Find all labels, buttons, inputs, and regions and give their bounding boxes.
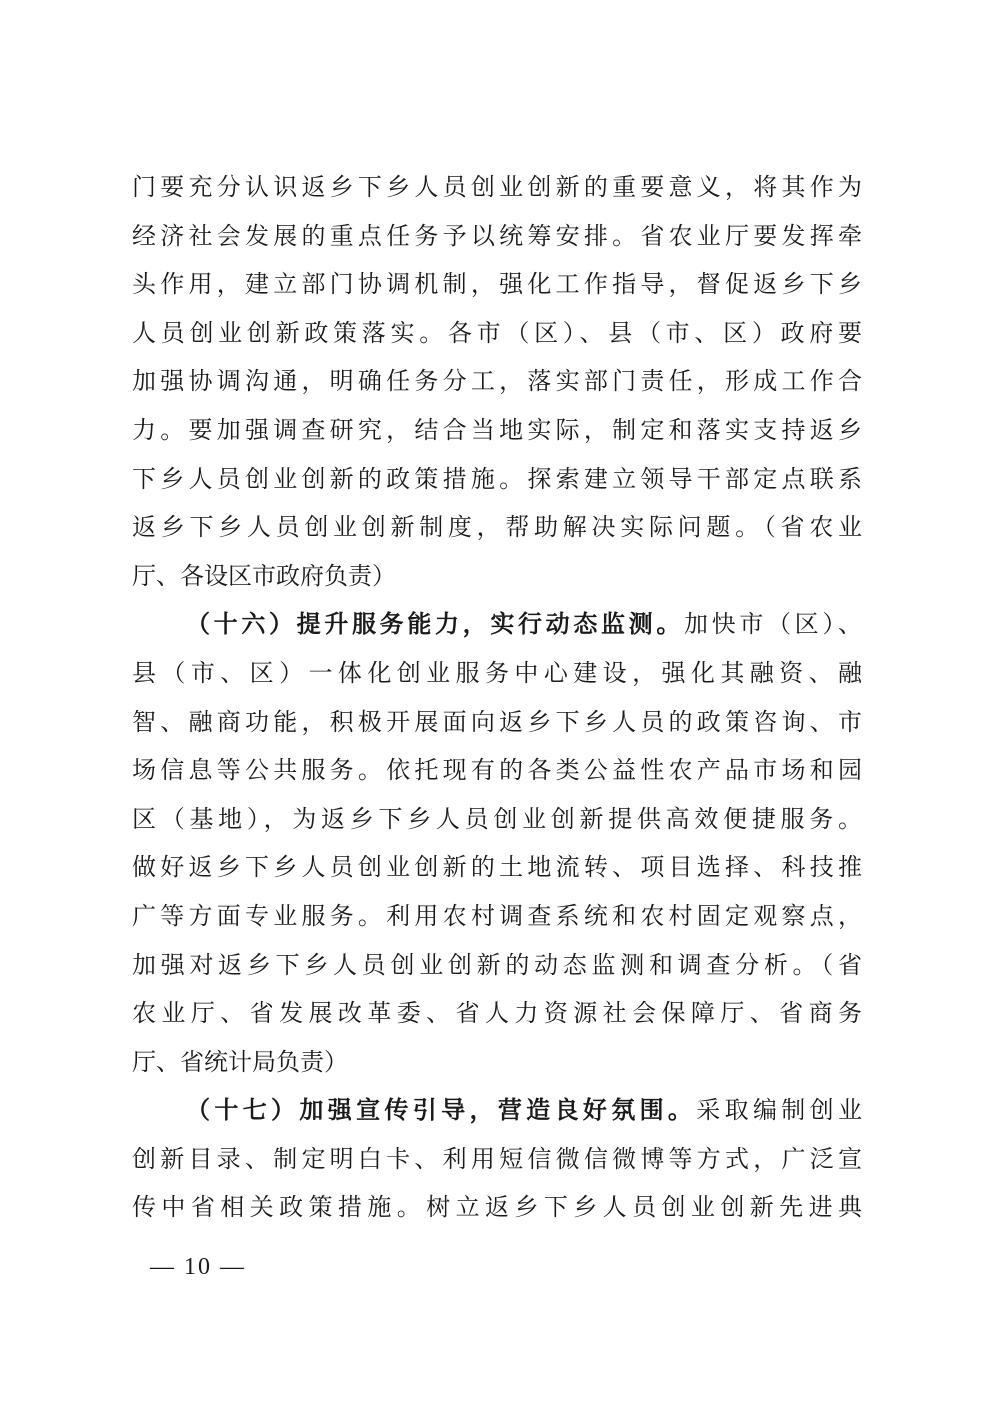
text-line: 县（市、区）一体化创业服务中心建设，强化其融资、融 [132, 658, 862, 687]
text-line: 传中省相关政策措施。树立返乡下乡人员创业创新先进典 [132, 1193, 862, 1222]
text-line: 智、融商功能，积极开展面向返乡下乡人员的政策咨询、市 [132, 707, 862, 736]
text-line: 下乡人员创业创新的政策措施。探索建立领导干部定点联系 [132, 464, 862, 493]
text-line: 力。要加强调查研究，结合当地实际，制定和落实支持返乡 [132, 415, 862, 444]
text-line [132, 1086, 862, 1135]
text-line: 区（基地），为返乡下乡人员创业创新提供高效便捷服务。 [132, 804, 862, 833]
text-line: 广等方面专业服务。利用农村调查系统和农村固定观察点， [132, 901, 862, 930]
text-line: 头作用，建立部门协调机制，强化工作指导，督促返乡下乡 [132, 270, 862, 299]
text-line [132, 600, 862, 649]
page-number: — 10 — [150, 1254, 246, 1280]
text-line: 创新目录、制定明白卡、利用短信微信微博等方式，广泛宣 [132, 1144, 862, 1173]
text-line: 门要充分认识返乡下乡人员创业创新的重要意义，将其作为 [132, 173, 862, 201]
section-heading: （十六）提升服务能力，实行动态监测。 [186, 609, 684, 639]
text-line: 加强协调沟通，明确任务分工，落实部门责任，形成工作合 [132, 367, 862, 396]
section-heading: （十七）加强宣传引导，营造良好氛围。 [186, 1095, 697, 1125]
body-text [132, 163, 862, 1232]
text-line: 厅、各设区市政府负责） [132, 561, 396, 590]
text-line: 经济社会发展的重点任务予以统筹安排。省农业厅要发挥牵 [132, 221, 862, 250]
text-line: 加强对返乡下乡人员创业创新的动态监测和调查分析。（省 [132, 950, 862, 979]
line-remainder: 采取编制创业 [696, 1096, 863, 1125]
text-line: 返乡下乡人员创业创新制度，帮助解决实际问题。（省农业 [132, 513, 862, 542]
text-line: 厅、省统计局负责） [132, 1047, 348, 1076]
text-line: 场信息等公共服务。依托现有的各类公益性农产品市场和园 [132, 756, 862, 785]
text-line: 农业厅、省发展改革委、省人力资源社会保障厅、省商务 [132, 999, 862, 1028]
text-line: 人员创业创新政策落实。各市（区）、县（市、区）政府要 [132, 318, 862, 347]
line-remainder: 加快市（区）、 [684, 610, 862, 639]
text-line: 做好返乡下乡人员创业创新的土地流转、项目选择、科技推 [132, 853, 862, 882]
